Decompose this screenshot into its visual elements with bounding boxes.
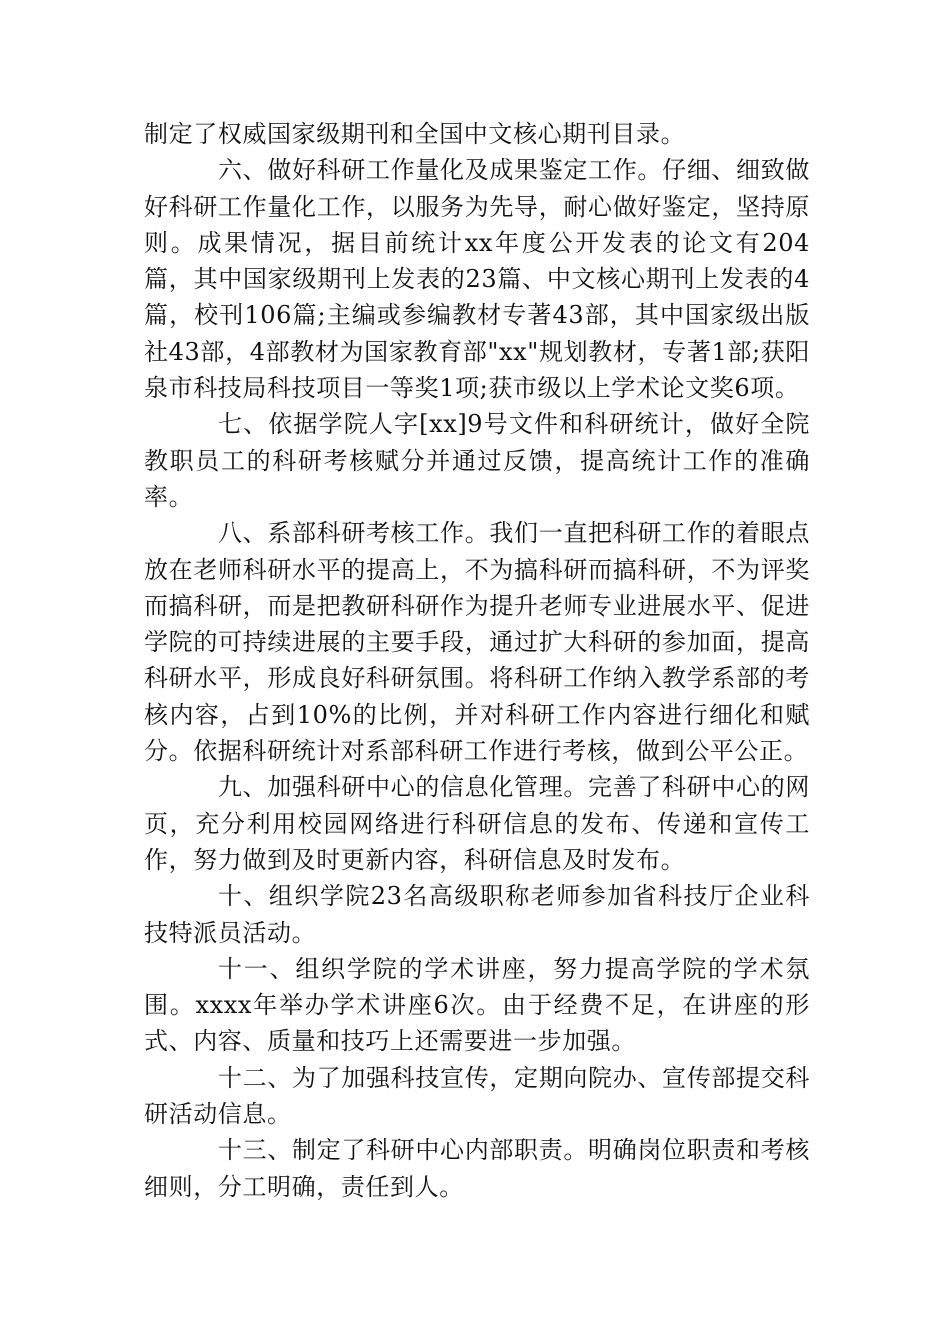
document-body xyxy=(144,116,810,1205)
paragraph-item-10: 十、组织学院23名高级职称老师参加省科技厅企业科技特派员活动。 xyxy=(144,882,810,947)
paragraph-item-13: 十三、制定了科研中心内部职责。明确岗位职责和考核细则，分工明确，责任到人。 xyxy=(144,1136,810,1201)
paragraph-item-11: 十一、组织学院的学术讲座，努力提高学院的学术氛围。xxxx年举办学术讲座6次。由于经费不足，在讲座的形式、内容、质量和技巧上还需要进一步加强。 xyxy=(144,954,810,1056)
paragraph-item-7: 七、依据学院人字[xx]9号文件和科研统计，做好全院教职员工的科研考核赋分并通过反馈，提高统计工作的准确率。 xyxy=(144,410,810,511)
paragraph-item-12: 十二、为了加强科技宣传，定期向院办、宣传部提交科研活动信息。 xyxy=(144,1063,810,1129)
paragraph-continuation: 制定了权威国家级期刊和全国中文核心期刊目录。 xyxy=(144,120,686,148)
paragraph-item-9: 九、加强科研中心的信息化管理。完善了科研中心的网页，充分利用校园网络进行科研信息的发布、传递和宣传工作，努力做到及时更新内容，科研信息及时发布。 xyxy=(144,773,810,874)
paragraph-item-6: 六、做好科研工作量化及成果鉴定工作。仔细、细致做好科研工作量化工作，以服务为先导，耐心做好鉴定，坚持原则。成果情况，据目前统计xx年度公开发表的论文有204篇，其中国家级期刊上发表的23篇、中文核心期刊上发表的4篇，校刊106篇;主编或参编教材专著43部，其中国家级出版社43部，4部教材为国家教育部"xx"规划教材，专著1部;获阳泉市科技局科技项目一等奖1项;获市级以上学术论文奖6项。 xyxy=(144,156,810,403)
paragraph-item-8: 八、系部科研考核工作。我们一直把科研工作的着眼点放在老师科研水平的提高上，不为搞科研而搞科研，不为评奖而搞科研，而是把教研科研作为提升老师专业进展水平、促进学院的可持续进展的主要手段，通过扩大科研的参加面，提高科研水平，形成良好科研氛围。将科研工作纳入教学系部的考核内容，占到10%的比例，并对科研工作内容进行细化和赋分。依据科研统计对系部科研工作进行考核，做到公平公正。 xyxy=(144,519,810,766)
